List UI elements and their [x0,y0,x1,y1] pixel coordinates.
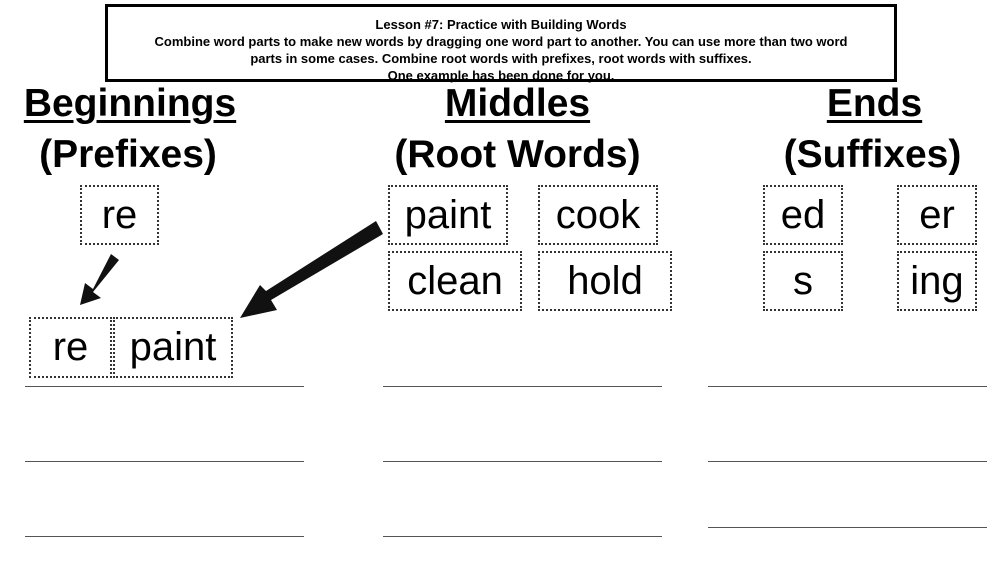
instruction-line-2: parts in some cases. Combine root words with prefixes, root words with suffixes. [250,51,752,66]
beginnings-subtitle: (Prefixes) [39,133,217,176]
suffix-tile-s[interactable]: s [763,251,843,311]
root-tile-clean[interactable]: clean [388,251,522,311]
root-tile-cook[interactable]: cook [538,185,658,245]
middles-title: Middles [444,82,591,125]
ends-subtitle: (Suffixes) [783,133,962,176]
lesson-title: Lesson #7: Practice with Building Words [375,17,627,32]
root-tile-hold[interactable]: hold [538,251,672,311]
example-prefix-tile[interactable]: re [29,317,112,378]
middles-subtitle: (Root Words) [394,133,641,176]
suffix-tile-ed[interactable]: ed [763,185,843,245]
ends-title: Ends [826,82,923,125]
suffix-tile-ing[interactable]: ing [897,251,977,311]
arrow-root-to-example-icon [240,221,383,318]
arrow-prefix-to-example-icon [80,254,119,305]
instruction-line-1: Combine word parts to make new words by dragging one word part to another. You can use more than two word [154,34,848,49]
suffix-tile-er[interactable]: er [897,185,977,245]
prefix-tile-re[interactable]: re [80,185,159,245]
instruction-line-3: One example has been done for you. [387,68,615,83]
root-tile-paint[interactable]: paint [388,185,508,245]
beginnings-title: Beginnings [23,82,237,125]
example-root-tile[interactable]: paint [113,317,233,378]
